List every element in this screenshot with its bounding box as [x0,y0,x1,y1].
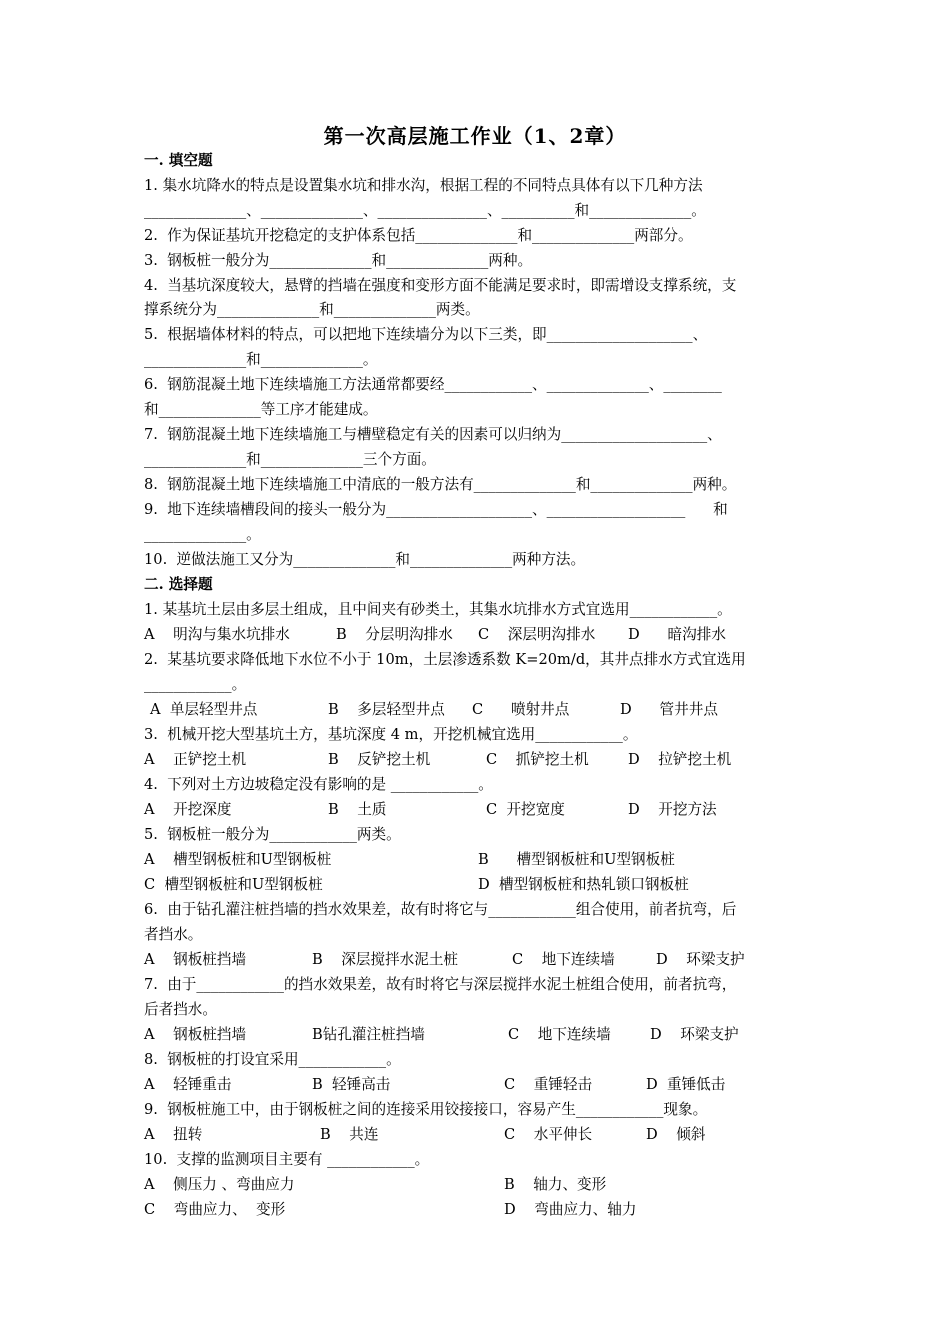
choice-q1: 1. 某基坑土层由多层土组成，且中间夹有砂类土，其集水坑排水方式宜选用____________。 [144,601,732,618]
section-heading-choice: 二. 选择题 [144,576,213,593]
fill-q5-line2: ______________和______________。 [144,351,378,368]
fill-q1-line1: 1. 集水坑降水的特点是设置集水坑和排水沟，根据工程的不同特点具体有以下几种方法 [144,177,703,194]
option-a: A 正铲挖土机 [144,751,247,768]
option-b: B 轻锤高击 [312,1076,391,1093]
choice-q2-line2: ____________。 [144,676,247,693]
fill-q10: 10. 逆做法施工又分为______________和______________两种方法。 [144,551,586,568]
choice-q9: 9. 钢板桩施工中，由于钢板桩之间的连接采用铰接接口，容易产生____________现象。 [144,1101,708,1118]
section-heading-fill: 一. 填空题 [144,152,213,169]
fill-q5-line1: 5. 根据墙体材料的特点，可以把地下连续墙分为以下三类，即____________________、 [144,326,708,343]
fill-q3: 3. 钢板桩一般分为______________和______________两种。 [144,252,533,269]
fill-q1-line2: ______________、______________、_______________、__________和______________。 [144,202,706,219]
option-d: D 槽型钢板桩和热轧锁口钢板桩 [478,876,689,893]
choice-q3: 3. 机械开挖大型基坑土方，基坑深度 4 m，开挖机械宜选用____________。 [144,726,638,743]
choice-q10: 10. 支撑的监测项目主要有 ____________。 [144,1151,430,1168]
option-d: D 拉铲挖土机 [628,751,732,768]
option-a: A 单层轻型井点 [150,701,258,718]
option-a: A 钢板桩挡墙 [144,951,247,968]
choice-q4: 4. 下列对土方边坡稳定没有影响的是 ____________。 [144,776,493,793]
choice-q2-line1: 2. 某基坑要求降低地下水位不小于 10m，土层渗透系数 K=20m/d，其井点排水方式宜选用 [144,651,746,668]
option-d: D 倾斜 [646,1126,706,1143]
page-title: 第一次高层施工作业（1、2章） [323,124,627,148]
fill-q4-line1: 4. 当基坑深度较大，悬臂的挡墙在强度和变形方面不能满足要求时，即需增设支撑系统，支 [144,277,737,294]
choice-q5: 5. 钢板桩一般分为____________两类。 [144,826,401,843]
option-c: C 抓铲挖土机 [486,751,589,768]
option-b: B 反铲挖土机 [328,751,431,768]
option-a: A 扭转 [144,1126,203,1143]
option-b: B 槽型钢板桩和U型钢板桩 [478,851,675,868]
option-d: D 环梁支护 [650,1026,739,1043]
fill-q8: 8. 钢筋混凝土地下连续墙施工中清底的一般方法有______________和______________两种。 [144,476,737,493]
option-c: C 水平伸长 [504,1126,593,1143]
choice-q8: 8. 钢板桩的打设宜采用____________。 [144,1051,401,1068]
option-b: B 轴力、变形 [504,1176,607,1193]
fill-q7-line2: ______________和______________三个方面。 [144,451,436,468]
option-a: A 开挖深度 [144,801,232,818]
option-b: B 多层轻型井点 [328,701,445,718]
option-d: D 环梁支护 [656,951,745,968]
fill-q7-line1: 7. 钢筋混凝土地下连续墙施工与槽壁稳定有关的因素可以归纳为____________________、 [144,426,722,443]
fill-q2: 2. 作为保证基坑开挖稳定的支护体系包括______________和______________两部分。 [144,227,693,244]
option-c: C 地下连续墙 [512,951,615,968]
option-c: C 喷射井点 [472,701,570,718]
option-a: A 槽型钢板桩和U型钢板桩 [144,851,332,868]
fill-q9-line1: 9. 地下连续墙槽段间的接头一般分为____________________、___________________ 和 [144,501,728,518]
option-c: C 地下连续墙 [508,1026,611,1043]
choice-q7-line1: 7. 由于____________的挡水效果差，故有时将它与深层搅拌水泥土桩组合使用，前者抗弯， [144,976,737,993]
fill-q6-line1: 6. 钢筋混凝土地下连续墙施工方法通常都要经____________、______________、________ [144,376,722,393]
option-d: D 重锤低击 [646,1076,726,1093]
option-b: B 深层搅拌水泥土桩 [312,951,459,968]
option-c: C 槽型钢板桩和U型钢板桩 [144,876,323,893]
option-b: B 土质 [328,801,387,818]
fill-q9-line2: ______________。 [144,526,261,543]
option-a: A 明沟与集水坑排水 [144,626,290,643]
choice-q6-line1: 6. 由于钻孔灌注桩挡墙的挡水效果差，故有时将它与____________组合使用，前者抗弯，后 [144,901,737,918]
option-a: A 钢板桩挡墙 [144,1026,247,1043]
choice-q10-options-row2 [144,1200,637,1280]
option-c: C 深层明沟排水 [478,626,596,643]
fill-q6-line2: 和______________等工序才能建成。 [144,401,378,418]
option-a: A 侧压力 、弯曲应力 [144,1176,295,1193]
option-a: A 轻锤重击 [144,1076,232,1093]
option-d: D 暗沟排水 [628,626,726,643]
option-c: C 开挖宽度 [486,801,565,818]
choice-q7-line2: 后者挡水。 [144,1001,217,1018]
option-b: B 分层明沟排水 [336,626,453,643]
option-b: B 共连 [320,1126,379,1143]
option-b: B钻孔灌注桩挡墙 [312,1026,425,1043]
option-d: D 管井井点 [620,701,718,718]
choice-q6-line2: 者挡水。 [144,926,203,943]
option-d: D 弯曲应力、轴力 [504,1201,637,1218]
option-c: C 重锤轻击 [504,1076,593,1093]
option-c: C 弯曲应力、 变形 [144,1201,286,1218]
fill-q4-line2: 撑系统分为______________和______________两类。 [144,301,480,318]
option-d: D 开挖方法 [628,801,717,818]
